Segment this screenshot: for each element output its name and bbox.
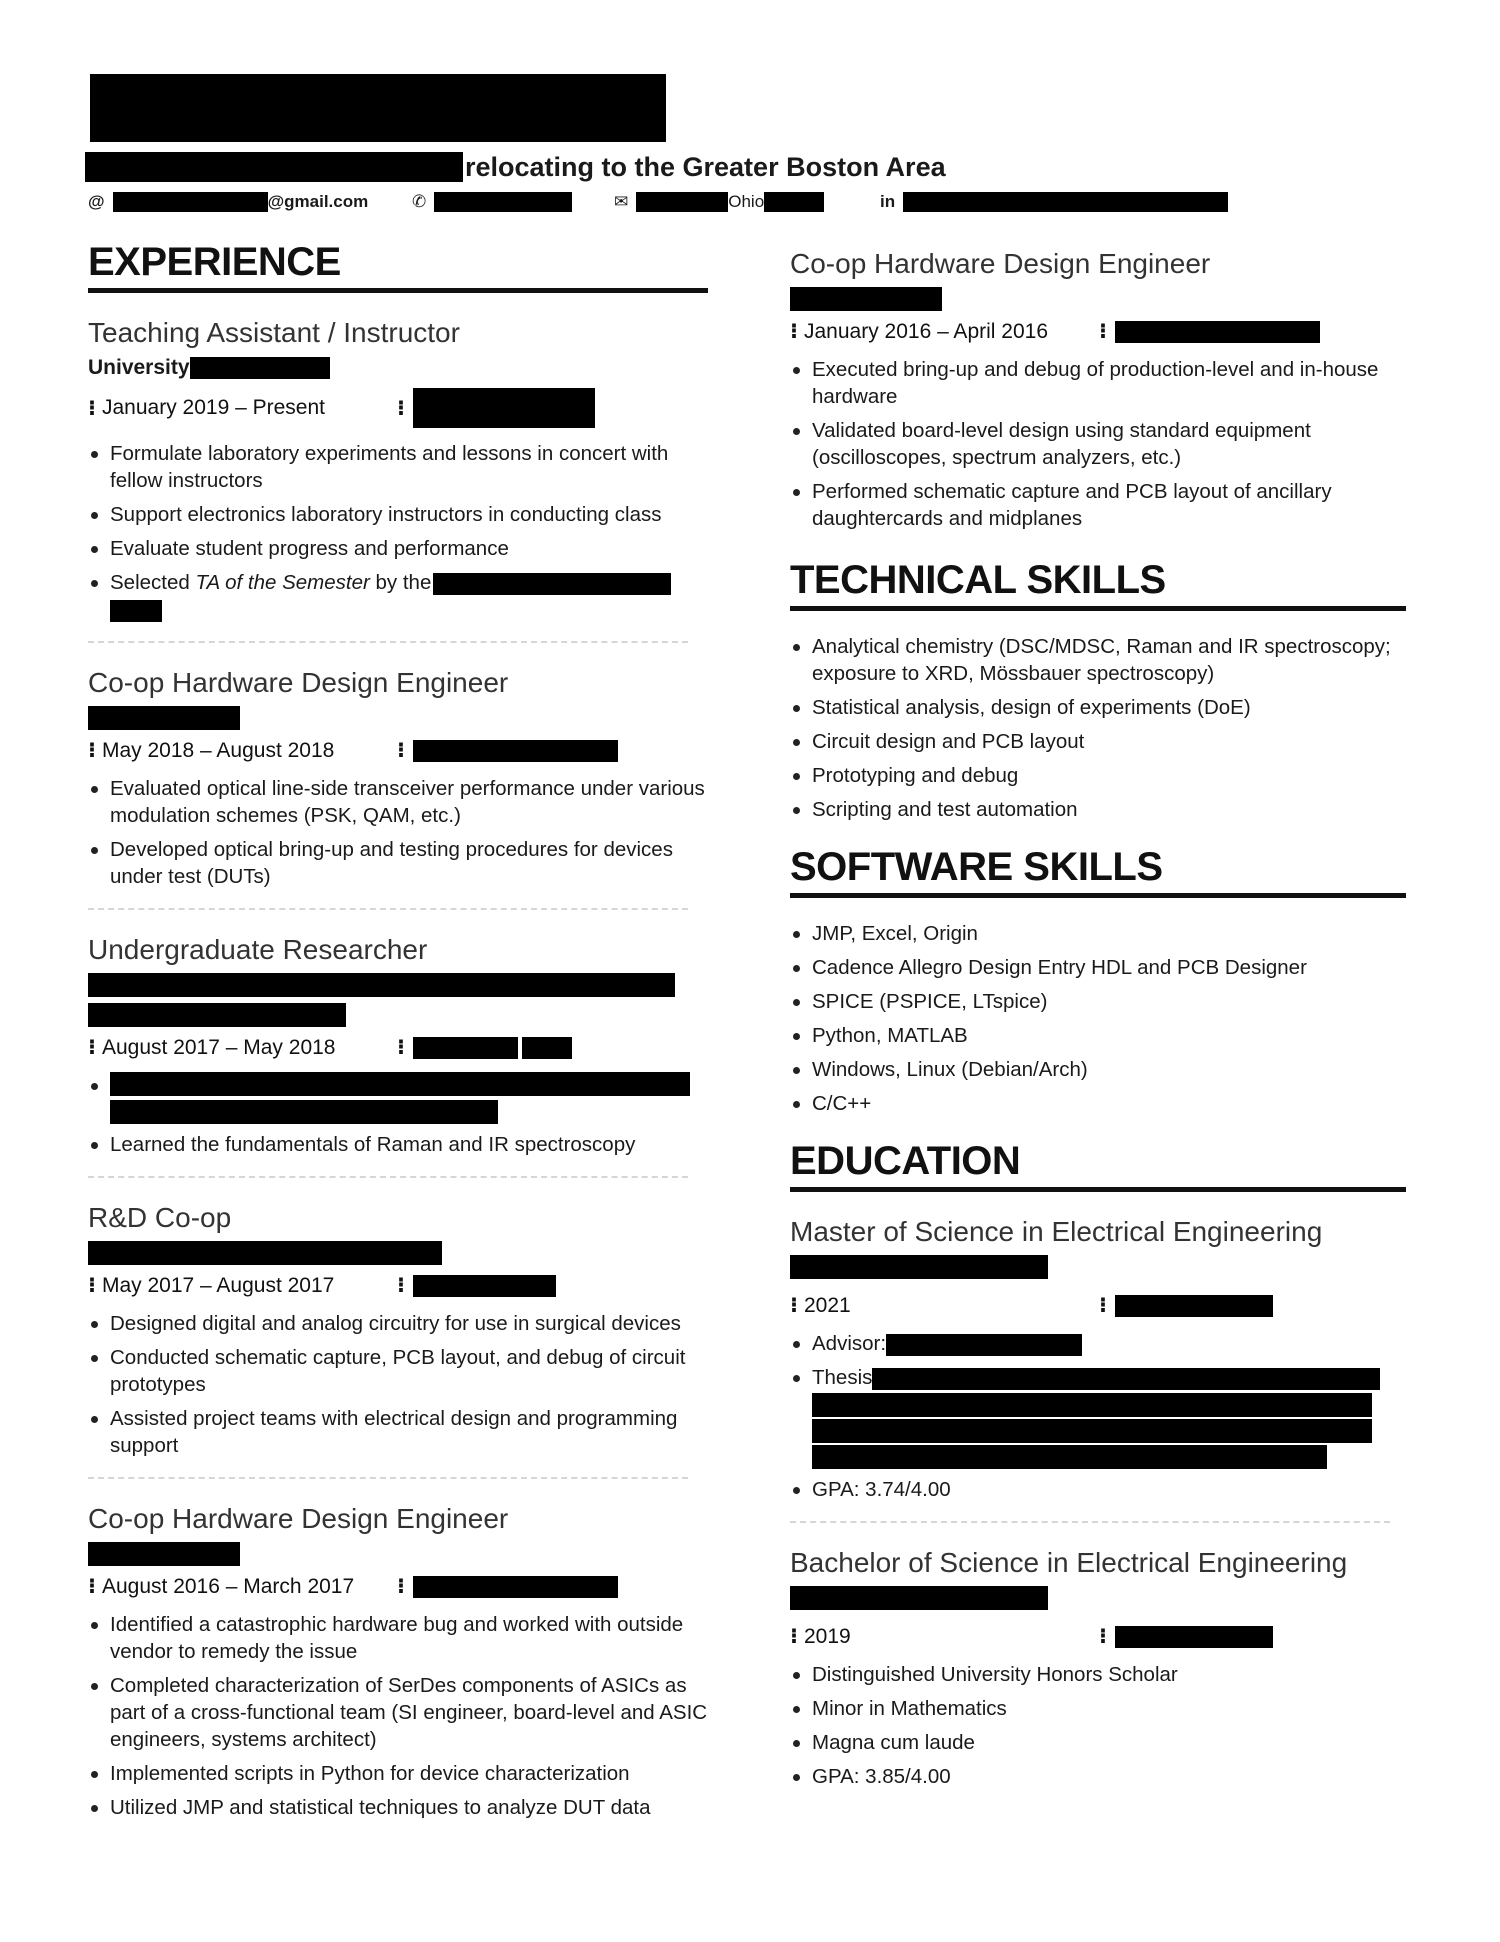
location-icon: ⁝ (1098, 320, 1107, 343)
thesis-label: Thesis (812, 1366, 873, 1389)
list-item: C/C++ (790, 1090, 1406, 1117)
location-icon: ⁝ (396, 739, 405, 762)
redacted-thesis-2 (812, 1393, 1372, 1417)
role-title: R&D Co-op (88, 1202, 232, 1233)
bullet-list (790, 1330, 1406, 1503)
redacted-location (413, 388, 595, 428)
award-prefix: Selected (110, 571, 196, 594)
redacted-location (1115, 1295, 1273, 1317)
role-title: Co-op Hardware Design Engineer (790, 248, 1211, 279)
redacted-linkedin (903, 192, 1228, 212)
experience-entry (790, 246, 1406, 532)
list-item: Utilized JMP and statistical techniques to analyze DUT data (88, 1794, 708, 1821)
right-column (790, 246, 1406, 1808)
list-item (88, 569, 708, 623)
redacted-location-2 (522, 1037, 572, 1059)
redacted-thesis-3 (812, 1419, 1372, 1443)
degree-title: Bachelor of Science in Electrical Engineering (790, 1547, 1348, 1578)
org-line (790, 287, 1406, 311)
bullet-list (88, 440, 708, 623)
redacted-org-2 (88, 1003, 346, 1027)
year-location (790, 1624, 1406, 1649)
tagline-text: relocating to the Greater Boston Area (465, 151, 946, 182)
date-range: August 2016 – March 2017 (101, 1574, 355, 1598)
list-item: Cadence Allegro Design Entry HDL and PCB Designer (790, 954, 1406, 981)
bullet-list (88, 1310, 708, 1459)
location-icon: ⁝ (396, 1274, 405, 1297)
bullet-list (88, 1611, 708, 1821)
education-entry (790, 1214, 1406, 1503)
divider (88, 908, 688, 910)
school-line (790, 1586, 1406, 1610)
list-item: GPA: 3.85/4.00 (790, 1763, 1406, 1790)
list-item: Validated board-level design using standard equipment (oscilloscopes, spectrum analyzers, etc.) (790, 417, 1406, 471)
education-entry (790, 1545, 1406, 1790)
redacted-location (413, 1275, 556, 1297)
linkedin-icon: in (880, 192, 896, 211)
role-title: Co-op Hardware Design Engineer (88, 1503, 509, 1534)
redacted-award-org-2 (110, 600, 162, 622)
school-line (790, 1255, 1406, 1279)
redacted-org (88, 706, 240, 730)
role-title: Undergraduate Researcher (88, 934, 428, 965)
calendar-icon: ⁝ (88, 739, 94, 762)
calendar-icon: ⁝ (88, 1036, 94, 1059)
date-location (88, 388, 708, 428)
award-suffix: by the (369, 571, 432, 594)
list-item: Performed schematic capture and PCB layout of ancillary daughtercards and midplanes (790, 478, 1406, 532)
advisor-label: Advisor: (812, 1332, 887, 1355)
location-icon: ⁝ (396, 1575, 405, 1598)
redacted-advisor (886, 1334, 1082, 1356)
list-item: Evaluated optical line-side transceiver performance under various modulation schemes (PSK, QAM, etc.) (88, 775, 708, 829)
email-domain: @gmail.com (267, 192, 369, 211)
redacted-location (413, 740, 618, 762)
role-title: Co-op Hardware Design Engineer (88, 667, 509, 698)
technical-skills-heading: TECHNICAL SKILLS (790, 558, 1406, 611)
redacted-title (85, 152, 463, 182)
redacted-phone (434, 192, 572, 212)
redacted-location (413, 1037, 518, 1059)
redacted-org (88, 1542, 240, 1566)
redacted-org (88, 973, 675, 997)
redacted-org (190, 357, 330, 379)
date-range: August 2017 – May 2018 (101, 1035, 336, 1059)
experience-entry (88, 315, 708, 623)
contact-email (88, 192, 368, 212)
location-icon: ⁝ (396, 1036, 405, 1059)
list-item: SPICE (PSPICE, LTspice) (790, 988, 1406, 1015)
redacted-thesis (872, 1368, 1380, 1390)
address-fragment: Ohio (728, 192, 765, 211)
bullet-list (790, 1661, 1406, 1790)
degree-title: Master of Science in Electrical Engineering (790, 1216, 1323, 1247)
location-icon: ⁝ (396, 396, 405, 420)
redacted-org (88, 1241, 442, 1265)
redacted-address (636, 192, 728, 212)
redacted-location (413, 1576, 618, 1598)
redacted-award-org (433, 573, 671, 595)
list-item: Scripting and test automation (790, 796, 1406, 823)
contact-phone (412, 192, 572, 212)
technical-skills-list (790, 633, 1406, 823)
bullet-list (790, 356, 1406, 532)
list-item: Magna cum laude (790, 1729, 1406, 1756)
calendar-icon: ⁝ (790, 320, 796, 343)
software-skills-list (790, 920, 1406, 1117)
calendar-icon: ⁝ (88, 1274, 94, 1297)
left-column (88, 240, 708, 1839)
date-location (88, 1273, 708, 1298)
role-title: Teaching Assistant / Instructor (88, 317, 460, 348)
redacted-location (1115, 321, 1320, 343)
date-range: January 2016 – April 2016 (803, 319, 1048, 343)
date-range: January 2019 – Present (101, 396, 325, 419)
date-location (88, 738, 708, 763)
divider (88, 1477, 688, 1479)
org-line (88, 356, 708, 380)
list-item: Assisted project teams with electrical design and programming support (88, 1405, 708, 1459)
award-name: TA of the Semester (195, 571, 370, 594)
grad-year: 2019 (803, 1624, 851, 1648)
list-item: Implemented scripts in Python for device characterization (88, 1760, 708, 1787)
org-line (88, 1542, 708, 1566)
grad-year: 2021 (803, 1293, 851, 1317)
list-item: Python, MATLAB (790, 1022, 1406, 1049)
contact-linkedin (880, 192, 1228, 212)
list-item: JMP, Excel, Origin (790, 920, 1406, 947)
list-item (88, 1072, 708, 1124)
list-item: Circuit design and PCB layout (790, 728, 1406, 755)
list-item: Developed optical bring-up and testing procedures for devices under test (DUTs) (88, 836, 708, 890)
list-item: Prototyping and debug (790, 762, 1406, 789)
list-item: Executed bring-up and debug of production-level and in-house hardware (790, 356, 1406, 410)
divider (790, 1521, 1390, 1523)
phone-icon: ✆ (412, 192, 427, 211)
date-range: May 2018 – August 2018 (101, 738, 335, 762)
list-item (790, 1330, 1406, 1357)
list-item: Learned the fundamentals of Raman and IR spectroscopy (88, 1131, 708, 1158)
date-location (88, 1035, 708, 1060)
experience-entry (88, 932, 708, 1158)
list-item: Statistical analysis, design of experiments (DoE) (790, 694, 1406, 721)
redacted-school (790, 1586, 1048, 1610)
redacted-location (1115, 1626, 1273, 1648)
list-item (790, 1364, 1406, 1469)
experience-heading: EXPERIENCE (88, 240, 708, 293)
org-line (88, 1241, 708, 1265)
tagline-line (85, 150, 946, 184)
redacted-email (113, 192, 268, 212)
divider (88, 1176, 688, 1178)
redacted-bullet (110, 1072, 690, 1096)
bullet-list (88, 775, 708, 890)
org-name: University (88, 356, 190, 379)
list-item: Support electronics laboratory instructors in conducting class (88, 501, 708, 528)
list-item: Evaluate student progress and performance (88, 535, 708, 562)
list-item: Identified a catastrophic hardware bug and worked with outside vendor to remedy the issue (88, 1611, 708, 1665)
education-heading: EDUCATION (790, 1139, 1406, 1192)
redacted-address-tail (764, 192, 824, 212)
redacted-org-block (88, 973, 708, 1027)
location-icon: ⁝ (1098, 1294, 1107, 1317)
list-item: Formulate laboratory experiments and lessons in concert with fellow instructors (88, 440, 708, 494)
calendar-icon: ⁝ (88, 396, 94, 420)
bullet-list (88, 1072, 708, 1158)
list-item: Conducted schematic capture, PCB layout, and debug of circuit prototypes (88, 1344, 708, 1398)
redacted-org (790, 287, 942, 311)
list-item: Distinguished University Honors Scholar (790, 1661, 1406, 1688)
calendar-icon: ⁝ (790, 1294, 796, 1317)
list-item: Minor in Mathematics (790, 1695, 1406, 1722)
at-icon: @ (88, 192, 105, 211)
calendar-icon: ⁝ (790, 1625, 796, 1648)
date-range: May 2017 – August 2017 (101, 1273, 335, 1297)
experience-entry (88, 1200, 708, 1459)
contact-address (614, 192, 824, 212)
software-skills-heading: SOFTWARE SKILLS (790, 845, 1406, 898)
list-item: GPA: 3.74/4.00 (790, 1476, 1406, 1503)
redacted-school (790, 1255, 1048, 1279)
redacted-name (90, 74, 666, 142)
date-location (790, 319, 1406, 344)
redacted-thesis-4 (812, 1445, 1327, 1469)
calendar-icon: ⁝ (88, 1575, 94, 1598)
experience-entry (88, 1501, 708, 1821)
list-item: Windows, Linux (Debian/Arch) (790, 1056, 1406, 1083)
year-location (790, 1293, 1406, 1318)
experience-entry (88, 665, 708, 890)
list-item: Designed digital and analog circuitry for use in surgical devices (88, 1310, 708, 1337)
redacted-bullet-2 (110, 1100, 498, 1124)
list-item: Analytical chemistry (DSC/MDSC, Raman and IR spectroscopy; exposure to XRD, Mössbauer spectroscopy) (790, 633, 1406, 687)
envelope-icon: ✉ (614, 192, 629, 211)
location-icon: ⁝ (1098, 1625, 1107, 1648)
list-item: Completed characterization of SerDes components of ASICs as part of a cross-functional team (SI engineer, board-level and ASIC engineers, systems architect) (88, 1672, 708, 1753)
date-location (88, 1574, 708, 1599)
org-line (88, 706, 708, 730)
divider (88, 641, 688, 643)
